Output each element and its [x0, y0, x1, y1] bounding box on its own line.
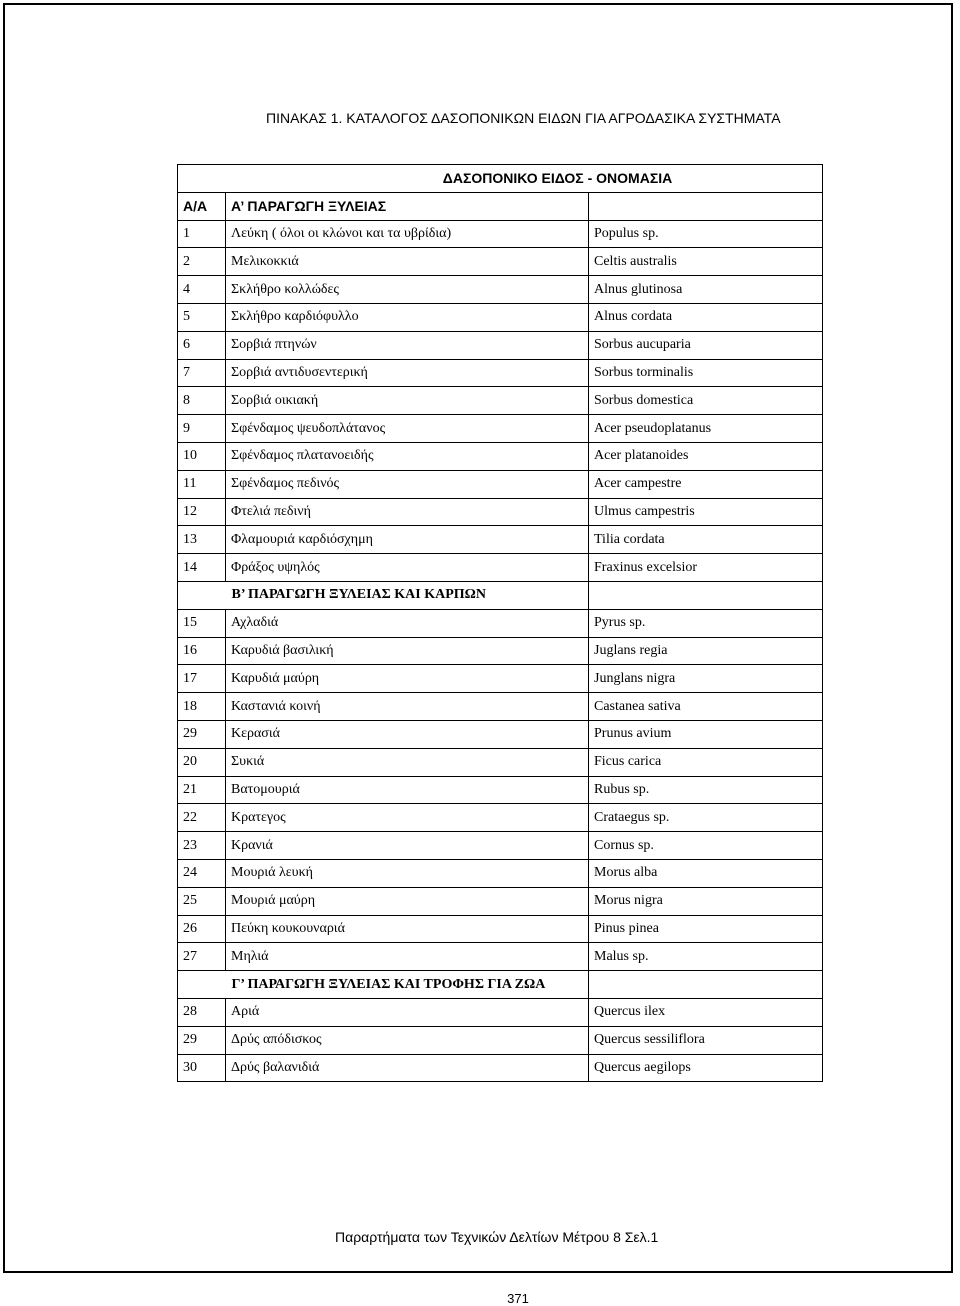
row-number: 30	[178, 1054, 226, 1082]
scientific-name: Pinus pinea	[589, 915, 823, 943]
common-name: Κρανιά	[226, 832, 589, 860]
species-table-body	[178, 165, 823, 1082]
scientific-name: Morus nigra	[589, 887, 823, 915]
table-row	[178, 943, 823, 971]
common-name: Καρυδιά βασιλική	[226, 637, 589, 665]
table-row	[178, 387, 823, 415]
table-row	[178, 554, 823, 582]
table-header-row	[178, 165, 823, 193]
row-number: 9	[178, 415, 226, 443]
common-name: Βατομουριά	[226, 776, 589, 804]
table-row	[178, 998, 823, 1026]
section-empty-cell	[589, 581, 823, 609]
row-number: 6	[178, 331, 226, 359]
row-number: 15	[178, 609, 226, 637]
table-row	[178, 415, 823, 443]
common-name: Σκλήθρο κολλώδες	[226, 276, 589, 304]
table-row	[178, 804, 823, 832]
row-number: 10	[178, 442, 226, 470]
scientific-name: Crataegus sp.	[589, 804, 823, 832]
scientific-name: Morus alba	[589, 859, 823, 887]
common-name: Σορβιά αντιδυσεντερική	[226, 359, 589, 387]
table-row	[178, 748, 823, 776]
scientific-name: Malus sp.	[589, 943, 823, 971]
scientific-name: Quercus ilex	[589, 998, 823, 1026]
table-row	[178, 498, 823, 526]
scientific-name: Pyrus sp.	[589, 609, 823, 637]
section-header-row	[178, 581, 823, 609]
table-row	[178, 637, 823, 665]
scientific-name: Quercus sessiliflora	[589, 1026, 823, 1054]
common-name: Σκλήθρο καρδιόφυλλο	[226, 303, 589, 331]
scientific-name: Fraxinus excelsior	[589, 554, 823, 582]
row-number: 18	[178, 693, 226, 721]
common-name: Μουριά μαύρη	[226, 887, 589, 915]
row-number: 26	[178, 915, 226, 943]
table-row	[178, 359, 823, 387]
table-row	[178, 720, 823, 748]
row-number: 2	[178, 248, 226, 276]
row-number: 25	[178, 887, 226, 915]
scientific-name: Quercus aegilops	[589, 1054, 823, 1082]
common-name: Φτελιά πεδινή	[226, 498, 589, 526]
section-empty-cell	[589, 971, 823, 999]
row-number: 24	[178, 859, 226, 887]
scientific-name: Ficus carica	[589, 748, 823, 776]
common-name: Σορβιά πτηνών	[226, 331, 589, 359]
scientific-name: Castanea sativa	[589, 693, 823, 721]
row-number: 28	[178, 998, 226, 1026]
common-name: Κρατεγος	[226, 804, 589, 832]
common-name: Καρυδιά μαύρη	[226, 665, 589, 693]
section-empty-cell	[589, 192, 823, 220]
table-row	[178, 859, 823, 887]
page-title: ΠΙΝΑΚΑΣ 1. ΚΑΤΑΛΟΓΟΣ ΔΑΣΟΠΟΝΙΚΩΝ ΕΙΔΩΝ ΓΙΑ ΑΓΡΟΔΑΣΙΚΑ ΣΥΣΤΗΜΑΤΑ	[266, 110, 781, 126]
row-number: 13	[178, 526, 226, 554]
row-number: 5	[178, 303, 226, 331]
scientific-name: Junglans nigra	[589, 665, 823, 693]
table-row	[178, 276, 823, 304]
row-number: 16	[178, 637, 226, 665]
section-header-row	[178, 192, 823, 220]
common-name: Σορβιά οικιακή	[226, 387, 589, 415]
common-name: Σφένδαμος πεδινός	[226, 470, 589, 498]
common-name: Μελικοκκιά	[226, 248, 589, 276]
table-row	[178, 693, 823, 721]
common-name: Μουριά λευκή	[226, 859, 589, 887]
row-number: 1	[178, 220, 226, 248]
table-row	[178, 331, 823, 359]
common-name: Καστανιά κοινή	[226, 693, 589, 721]
section-label: Β’ ΠΑΡΑΓΩΓΗ ΞΥΛΕΙΑΣ ΚΑΙ ΚΑΡΠΩΝ	[226, 581, 589, 609]
common-name: Δρύς απόδισκος	[226, 1026, 589, 1054]
table-row	[178, 609, 823, 637]
row-number: 21	[178, 776, 226, 804]
common-name: Φλαμουριά καρδιόσχημη	[226, 526, 589, 554]
section-label: Α’ ΠΑΡΑΓΩΓΗ ΞΥΛΕΙΑΣ	[226, 192, 589, 220]
common-name: Σφένδαμος ψευδοπλάτανος	[226, 415, 589, 443]
table-row	[178, 665, 823, 693]
row-number: 29	[178, 1026, 226, 1054]
table-row	[178, 832, 823, 860]
common-name: Σφένδαμος πλατανοειδής	[226, 442, 589, 470]
species-table	[177, 164, 823, 1082]
table-row	[178, 776, 823, 804]
row-number: 22	[178, 804, 226, 832]
row-number: 8	[178, 387, 226, 415]
scientific-name: Juglans regia	[589, 637, 823, 665]
row-number: 27	[178, 943, 226, 971]
scientific-name: Cornus sp.	[589, 832, 823, 860]
table-row	[178, 220, 823, 248]
table-row	[178, 248, 823, 276]
scientific-name: Populus sp.	[589, 220, 823, 248]
table-row	[178, 1026, 823, 1054]
row-number: 29	[178, 720, 226, 748]
scientific-name: Prunus avium	[589, 720, 823, 748]
row-number: 12	[178, 498, 226, 526]
column-header-aa: Α/Α	[178, 192, 226, 220]
common-name: Συκιά	[226, 748, 589, 776]
scientific-name: Rubus sp.	[589, 776, 823, 804]
common-name: Κερασιά	[226, 720, 589, 748]
common-name: Πεύκη κουκουναριά	[226, 915, 589, 943]
common-name: Αριά	[226, 998, 589, 1026]
common-name: Δρύς βαλανιδιά	[226, 1054, 589, 1082]
row-number: 11	[178, 470, 226, 498]
common-name: Αχλαδιά	[226, 609, 589, 637]
scientific-name: Acer campestre	[589, 470, 823, 498]
table-row	[178, 303, 823, 331]
page-number: 371	[507, 1291, 529, 1306]
table-row	[178, 915, 823, 943]
section-empty-cell	[178, 581, 226, 609]
table-row	[178, 887, 823, 915]
scientific-name: Celtis australis	[589, 248, 823, 276]
scientific-name: Alnus glutinosa	[589, 276, 823, 304]
table-row	[178, 442, 823, 470]
row-number: 20	[178, 748, 226, 776]
common-name: Λεύκη ( όλοι οι κλώνοι και τα υβρίδια)	[226, 220, 589, 248]
row-number: 7	[178, 359, 226, 387]
scientific-name: Acer pseudoplatanus	[589, 415, 823, 443]
section-label: Γ’ ΠΑΡΑΓΩΓΗ ΞΥΛΕΙΑΣ ΚΑΙ ΤΡΟΦΗΣ ΓΙΑ ΖΩΑ	[226, 971, 589, 999]
row-number: 4	[178, 276, 226, 304]
scientific-name: Alnus cordata	[589, 303, 823, 331]
table-row	[178, 526, 823, 554]
section-header-row	[178, 971, 823, 999]
footer-text: Παραρτήματα των Τεχνικών Δελτίων Μέτρου 8 Σελ.1	[335, 1229, 659, 1245]
table-row	[178, 470, 823, 498]
row-number: 14	[178, 554, 226, 582]
scientific-name: Ulmus campestris	[589, 498, 823, 526]
scientific-name: Sorbus domestica	[589, 387, 823, 415]
scientific-name: Sorbus aucuparia	[589, 331, 823, 359]
main-header: ΔΑΣΟΠΟΝΙΚΟ ΕΙΔΟΣ - ΟΝΟΜΑΣΙΑ	[178, 165, 823, 193]
scientific-name: Acer platanoides	[589, 442, 823, 470]
scientific-name: Sorbus torminalis	[589, 359, 823, 387]
scientific-name: Tilia cordata	[589, 526, 823, 554]
section-empty-cell	[178, 971, 226, 999]
row-number: 23	[178, 832, 226, 860]
common-name: Φράξος υψηλός	[226, 554, 589, 582]
table-row	[178, 1054, 823, 1082]
row-number: 17	[178, 665, 226, 693]
common-name: Μηλιά	[226, 943, 589, 971]
